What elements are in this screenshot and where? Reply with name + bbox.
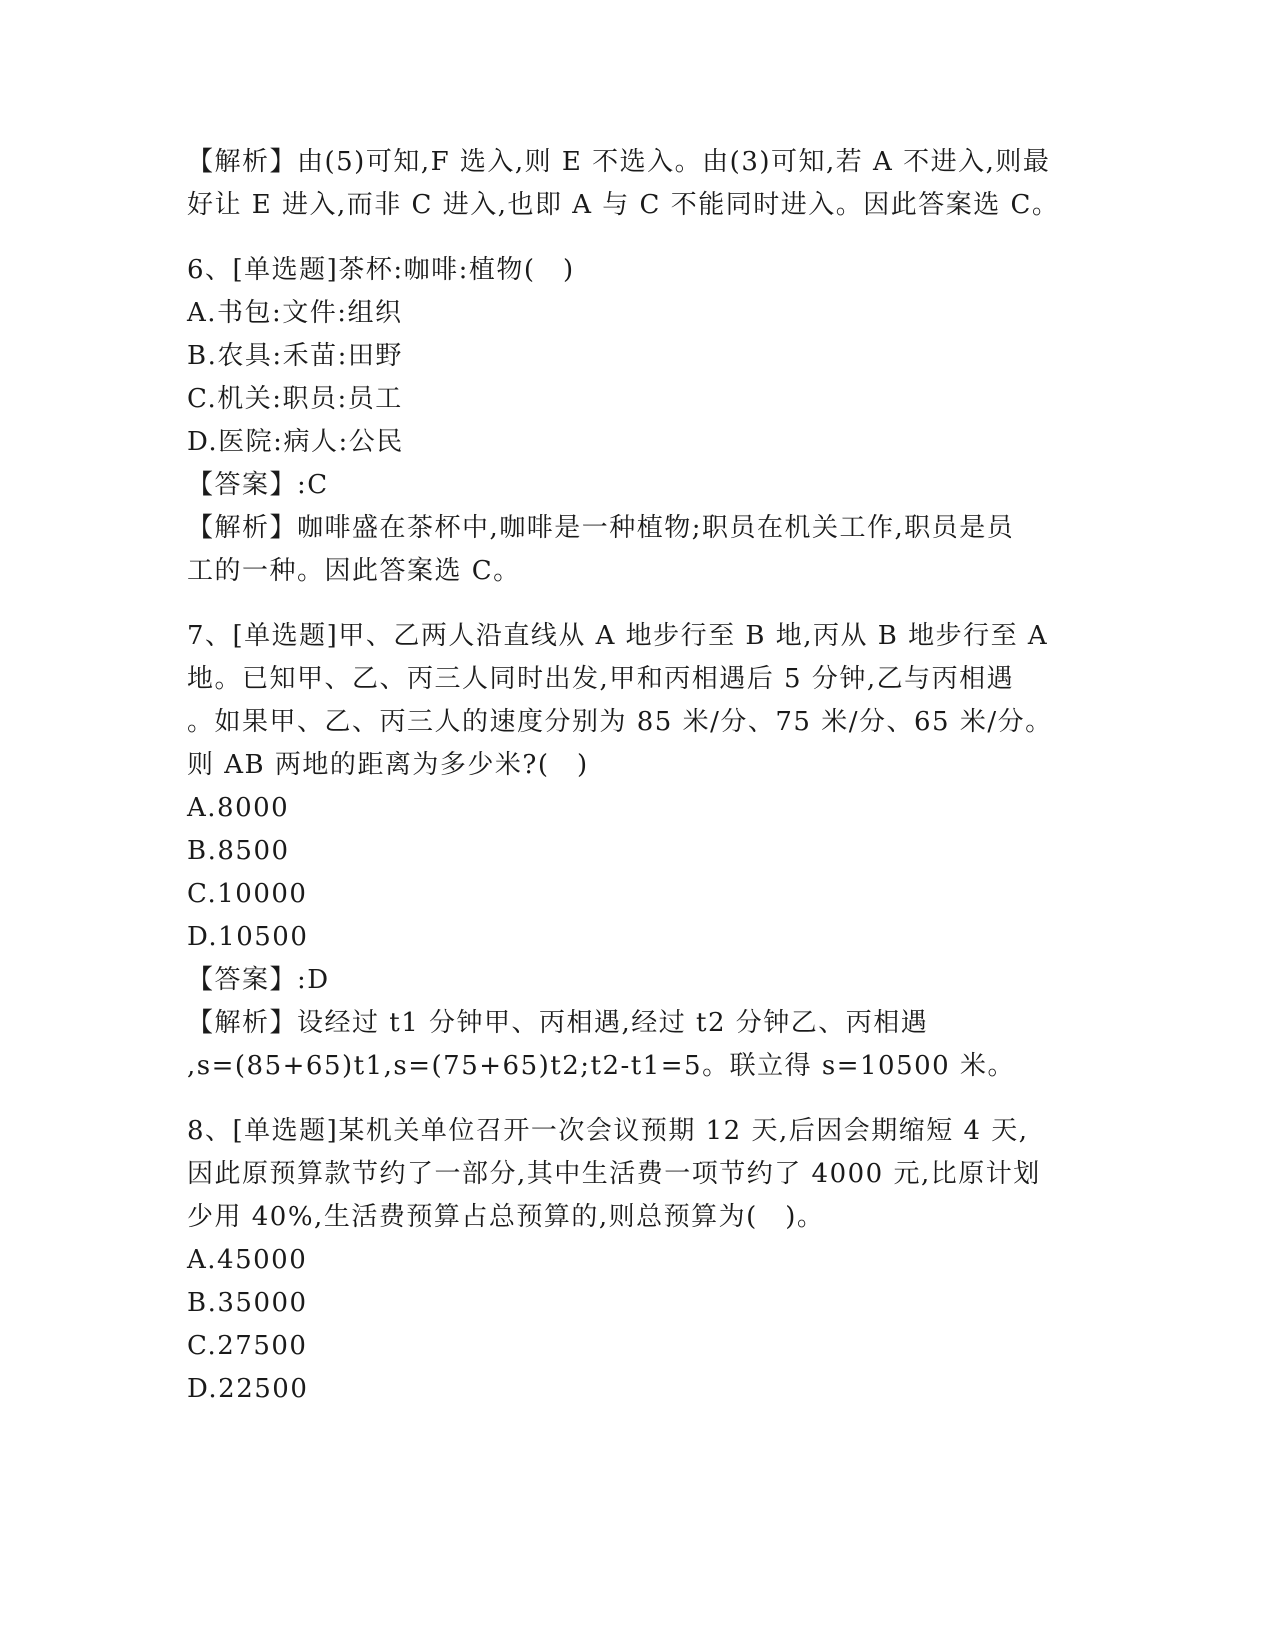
analysis-text-line: 【解析】设经过 t1 分钟甲、丙相遇,经过 t2 分钟乙、丙相遇 [187,1008,929,1038]
option-a: A.45000 [187,1245,308,1275]
question-stem: 。如果甲、乙、丙三人的速度分别为 85 米/分、75 米/分、65 米/分。 [187,707,1053,737]
analysis-text-line: 工的一种。因此答案选 C。 [187,556,521,586]
question-stem: 少用 40%,生活费预算占总预算的,则总预算为( )。 [187,1202,825,1232]
question-block-6 [187,249,1087,593]
question-stem: 因此原预算款节约了一部分,其中生活费一项节约了 4000 元,比原计划 [187,1159,1041,1189]
question-stem: 地。已知甲、乙、丙三人同时出发,甲和丙相遇后 5 分钟,乙与丙相遇 [187,664,1015,694]
question-block-8 [187,1110,1087,1411]
option-b: B.8500 [187,836,290,866]
question-stem: 7、[单选题]甲、乙两人沿直线从 A 地步行至 B 地,丙从 B 地步行至 A [187,621,1049,651]
document-page [187,141,1087,1411]
analysis-text-line: 好让 E 进入,而非 C 进入,也即 A 与 C 不能同时进入。因此答案选 C。 [187,190,1060,220]
analysis-text-line: ,s=(85+65)t1,s=(75+65)t2;t2-t1=5。联立得 s=10500 米。 [187,1051,1015,1081]
answer-line: 【答案】:D [187,965,330,995]
block-gap [187,227,1087,249]
question-stem: 则 AB 两地的距离为多少米?( ) [187,750,589,780]
analysis-text-line: 【解析】由(5)可知,F 选入,则 E 不选入。由(3)可知,若 A 不进入,则最 [187,147,1051,177]
option-d: D.22500 [187,1374,309,1404]
option-b: B.农具:禾苗:田野 [187,341,403,371]
option-d: D.医院:病人:公民 [187,427,404,457]
block-gap [187,1088,1087,1110]
option-a: A.8000 [187,793,290,823]
option-c: C.27500 [187,1331,308,1361]
answer-line: 【答案】:C [187,470,329,500]
question-stem: 8、[单选题]某机关单位召开一次会议预期 12 天,后因会期缩短 4 天, [187,1116,1029,1146]
option-a: A.书包:文件:组织 [187,298,403,328]
option-c: C.10000 [187,879,308,909]
option-c: C.机关:职员:员工 [187,384,403,414]
analysis-text-line: 【解析】咖啡盛在茶杯中,咖啡是一种植物;职员在机关工作,职员是员 [187,513,1015,543]
question-block-7 [187,615,1087,1088]
question-stem: 6、[单选题]茶杯:咖啡:植物( ) [187,255,575,285]
block-gap [187,593,1087,615]
analysis-block-q5 [187,141,1087,227]
option-d: D.10500 [187,922,309,952]
option-b: B.35000 [187,1288,308,1318]
